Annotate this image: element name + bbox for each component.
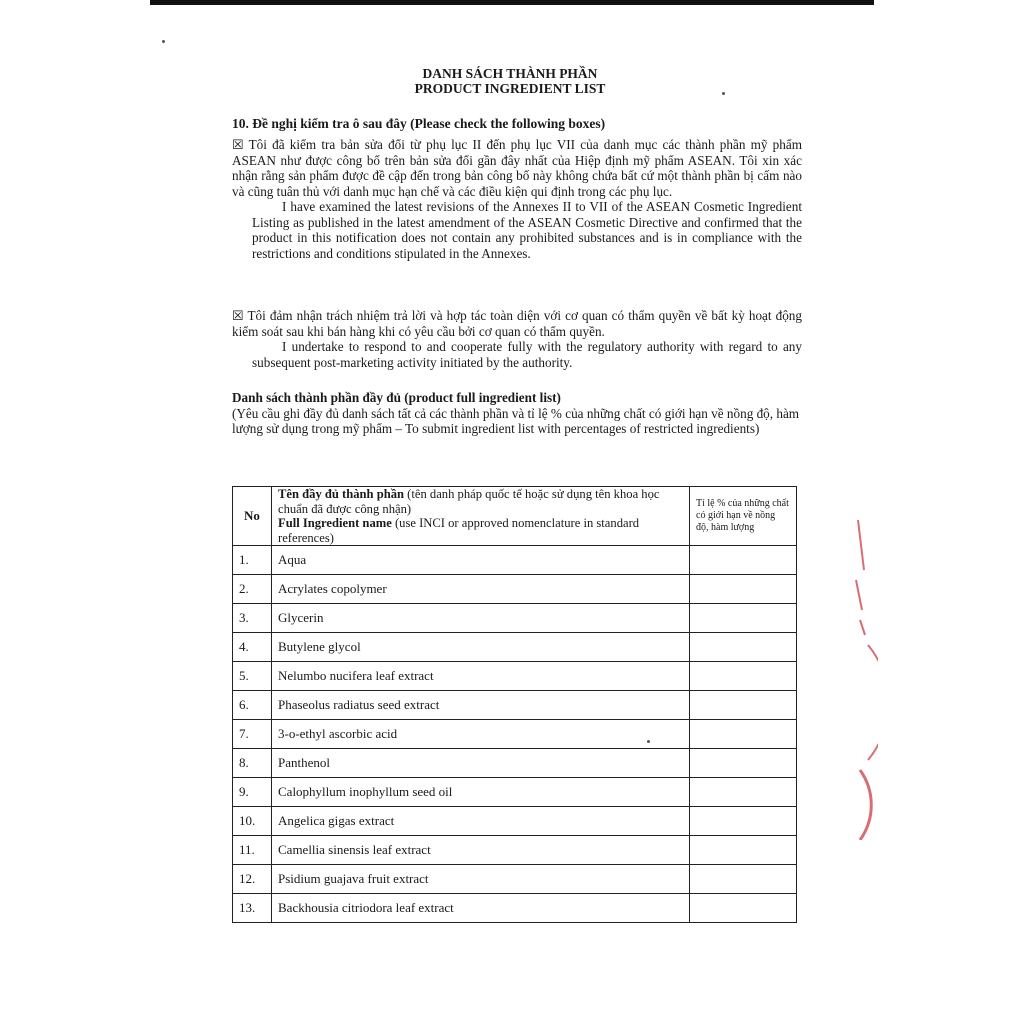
table-row [233, 691, 797, 720]
ingredient-list-heading [232, 390, 807, 437]
ingredient-name: Aqua [272, 546, 690, 575]
restricted-percentage [690, 894, 797, 923]
title-vi: DANH SÁCH THÀNH PHẦN [422, 66, 598, 81]
check-declaration-1 [232, 137, 802, 261]
title-en: PRODUCT INGREDIENT LIST [414, 81, 606, 96]
header-ingredient-name [272, 487, 690, 546]
checked-box-icon: ☒ [232, 137, 244, 152]
restricted-percentage [690, 604, 797, 633]
restricted-percentage [690, 807, 797, 836]
header-name-vi-rest: (tên danh pháp quốc tế hoặc sử dụng tên khoa học chuẩn đã được công nhận) [278, 487, 660, 516]
declaration-2-en: I undertake to respond to and cooperate fully with the regulatory authority with regard to any subsequent post-marketing activity initiated by the authority. [252, 339, 802, 370]
restricted-percentage [690, 662, 797, 691]
row-number: 8. [233, 749, 272, 778]
ingredient-name: Backhousia citriodora leaf extract [272, 894, 690, 923]
header-percentage: Tỉ lệ % của những chất có giới hạn về nồng độ, hàm lượng [690, 487, 797, 546]
table-row [233, 604, 797, 633]
row-number: 9. [233, 778, 272, 807]
table-row [233, 720, 797, 749]
check-declaration-2 [232, 308, 802, 370]
table-row [233, 807, 797, 836]
ingredient-name: Calophyllum inophyllum seed oil [272, 778, 690, 807]
ingredient-name: Panthenol [272, 749, 690, 778]
row-number: 11. [233, 836, 272, 865]
scan-speck [722, 92, 725, 95]
restricted-percentage [690, 633, 797, 662]
checked-box-icon: ☒ [232, 308, 244, 323]
row-number: 2. [233, 575, 272, 604]
declaration-2-vi: Tôi đảm nhận trách nhiệm trả lời và hợp tác toàn diện với cơ quan có thẩm quyền về bất kỳ hoạt động kiểm soát sau khi bán hàng khi có yêu cầu bởi cơ quan có thẩm quyền. [232, 308, 802, 339]
section-heading: 10. Đề nghị kiểm tra ô sau đây (Please check the following boxes) [232, 116, 606, 131]
ingredient-table [232, 486, 797, 923]
red-stamp-seal [838, 510, 878, 840]
row-number: 4. [233, 633, 272, 662]
header-name-en-rest: (use INCI or approved nomenclature in standard references) [278, 516, 640, 545]
table-row [233, 749, 797, 778]
ingredient-name: 3-o-ethyl ascorbic acid [272, 720, 690, 749]
restricted-percentage [690, 778, 797, 807]
table-row [233, 836, 797, 865]
restricted-percentage [690, 691, 797, 720]
scan-speck [162, 40, 165, 43]
header-name-en-bold: Full Ingredient name [278, 516, 392, 530]
header-name-vi-bold: Tên đầy đủ thành phần [278, 487, 405, 501]
ingredient-name: Phaseolus radiatus seed extract [272, 691, 690, 720]
row-number: 5. [233, 662, 272, 691]
row-number: 12. [233, 865, 272, 894]
ingredient-name: Psidium guajava fruit extract [272, 865, 690, 894]
ingredient-name: Glycerin [272, 604, 690, 633]
table-row [233, 778, 797, 807]
table-row [233, 865, 797, 894]
restricted-percentage [690, 749, 797, 778]
ingredient-name: Camellia sinensis leaf extract [272, 836, 690, 865]
table-row [233, 894, 797, 923]
ingredient-name: Acrylates copolymer [272, 575, 690, 604]
list-note: (Yêu cầu ghi đầy đủ danh sách tất cả các thành phần và tỉ lệ % của những chất có giới hạn về nồng độ, hàm lượng sử dụng trong mỹ phẩm – To submit ingredient list with percentages of restricted ingredients) [232, 405, 800, 436]
table-row [233, 662, 797, 691]
top-scan-edge [150, 0, 874, 5]
restricted-percentage [690, 575, 797, 604]
header-no: No [233, 487, 272, 546]
row-number: 7. [233, 720, 272, 749]
row-number: 13. [233, 894, 272, 923]
ingredient-name: Butylene glycol [272, 633, 690, 662]
ingredient-name: Nelumbo nucifera leaf extract [272, 662, 690, 691]
restricted-percentage [690, 865, 797, 894]
row-number: 10. [233, 807, 272, 836]
list-heading: Danh sách thành phần đầy đủ (product full ingredient list) [232, 390, 561, 405]
row-number: 3. [233, 604, 272, 633]
table-row [233, 633, 797, 662]
declaration-1-vi: Tôi đã kiểm tra bản sửa đổi từ phụ lục II đến phụ lục VII của danh mục các thành phần mỹ phẩm ASEAN như được công bố trên bản sửa đổi gần đây nhất của Hiệp định mỹ phẩm ASEAN. Tôi xin xác nhận rằng sản phẩm được đề cập đến trong bản công bố này không chứa bất cứ một thành phần bị cấm nào và cũng tuân thủ với danh mục hạn chế và các điều kiện qui định trong các phụ lục. [232, 137, 802, 199]
restricted-percentage [690, 720, 797, 749]
document-title [300, 66, 720, 96]
ingredient-name: Angelica gigas extract [272, 807, 690, 836]
table-row [233, 575, 797, 604]
table-header-row [233, 487, 797, 546]
restricted-percentage [690, 546, 797, 575]
row-number: 6. [233, 691, 272, 720]
declaration-1-en: I have examined the latest revisions of the Annexes II to VII of the ASEAN Cosmetic Ingredient Listing as published in the latest amendment of the ASEAN Cosmetic Directive and confirmed that the product in this notification does not contain any prohibited substances and is in compliance with the restrictions and conditions stipulated in the Annexes. [252, 199, 802, 261]
table-row [233, 546, 797, 575]
restricted-percentage [690, 836, 797, 865]
row-number: 1. [233, 546, 272, 575]
